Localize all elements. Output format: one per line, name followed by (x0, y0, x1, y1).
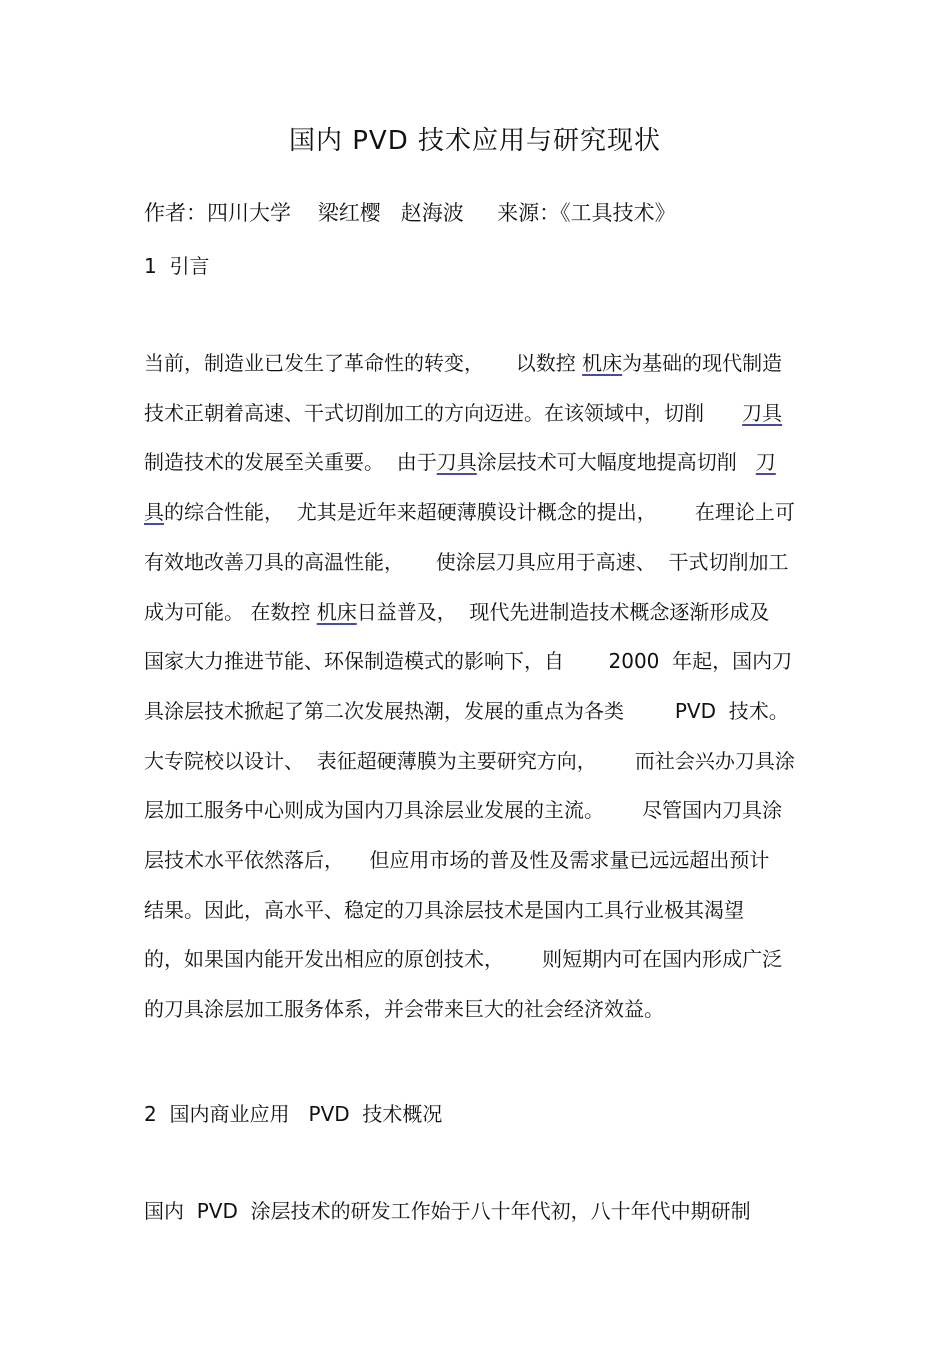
term-link[interactable]: 具 (144, 500, 164, 525)
section-1-heading: 1 引言 (144, 254, 210, 278)
section-1-line-10: 层加工服务中心则成为国内刀具涂层业发展的主流。 尽管国内刀具涂 (144, 798, 783, 823)
term-link[interactable]: 刀 (755, 450, 776, 475)
term-link[interactable]: 刀具 (436, 450, 477, 475)
document-title: 国内 PVD 技术应用与研究现状 (288, 126, 661, 156)
section-1-line-12: 结果。因此，高水平、稳定的刀具涂层技术是国内工具行业极其渴望 (144, 897, 744, 922)
section-1-line-5: 有效地改善刀具的高温性能， 使涂层刀具应用于高速、 干式切削加工 (144, 549, 789, 574)
section-1-line-2: 技术正朝着高速、干式切削加工的方向迈进。在该领域中，切削 刀具 (144, 400, 783, 425)
section-1-line-1: 当前，制造业已发生了革命性的转变， 以数控 机床为基础的现代制造 (144, 351, 783, 375)
section-2-heading: 2 国内商业应用 PVD 技术概况 (144, 1102, 443, 1126)
section-1-line-9: 大专院校以设计、 表征超硬薄膜为主要研究方向， 而社会兴办刀具涂 (144, 748, 795, 773)
section-1-line-14: 的刀具涂层加工服务体系，并会带来巨大的社会经济效益。 (144, 997, 664, 1022)
term-link[interactable]: 机床 (316, 599, 357, 624)
section-1-line-7: 国家大力推进节能、环保制造模式的影响下，自 2000 年起，国内刀 (144, 649, 793, 674)
section-1-line-6: 成为可能。 在数控 机床日益普及， 现代先进制造技术概念逐渐形成及 (144, 599, 770, 624)
section-1-line-11: 层技术水平依然落后， 但应用市场的普及性及需求量已远远超出预计 (144, 848, 770, 872)
section-1-line-4: 具的综合性能， 尤其是近年来超硬薄膜设计概念的提出， 在理论上可 (144, 500, 795, 525)
section-1-line-13: 的，如果国内能开发出相应的原创技术， 则短期内可在国内形成广泛 (144, 947, 783, 972)
section-1-line-8: 具涂层技术掀起了第二次发展热潮，发展的重点为各类 PVD 技术。 (144, 698, 789, 723)
section-1-line-3: 制造技术的发展至关重要。 由于刀具涂层技术可大幅度地提高切削 刀 (144, 450, 776, 475)
section-2-line-1: 国内 PVD 涂层技术的研发工作始于八十年代初，八十年代中期研制 (144, 1199, 751, 1223)
term-link[interactable]: 机床 (582, 351, 623, 375)
author-source-line: 作者：四川大学 梁红樱 赵海波 来源：《工具技术》 (144, 201, 676, 225)
term-link[interactable]: 刀具 (742, 400, 783, 425)
